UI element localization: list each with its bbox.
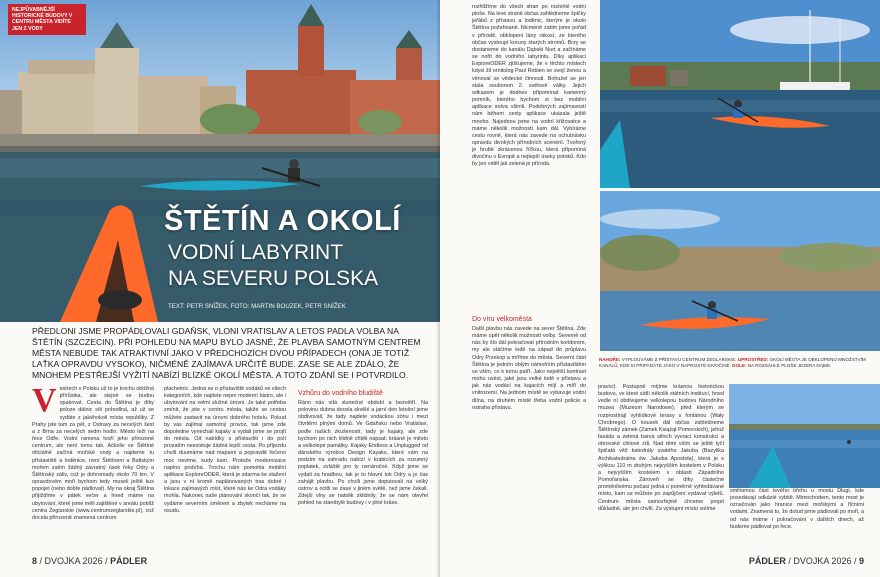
column-3b — [472, 312, 586, 412]
photo-lake-illustration — [729, 384, 880, 488]
subheading-bludiste: Vzhůru do vodního bludiště — [298, 390, 383, 397]
issue-left: DVOJKA 2026 — [44, 556, 103, 566]
lead-paragraph: PŘEDLONI JSME PROPÁDLOVALI GDAŇSK, VLONI VRATISLAV A LETOS PADLA VOLBA NA ŠTĚTÍN (SZCZECIN). PŘI POHLEDU NA MAPU BYLO JASNÉ, ŽE PLAVBA SAMOTNÝM CENTREM MĚSTA NEBUDE TAK ATRAKTIVNÍ JAKO V PŘEDCHOZÍCH DVOU PŘÍPADECH (ONA JE TOTIŽ LAŤKA OPRAVDU VYSOKO), NIČMÉNĚ ZAJÍMAVÁ URČITĚ BUDE. ZASE SE ALE ZDÁLO, ŽE MNOHEM PESTŘEJŠÍ VYŽITÍ NABÍZÍ BLÍZKÉ OKOLÍ MĚSTA. A TOTO ZDÁNÍ SE I POTVRDILO. — [32, 326, 421, 380]
page-number-right: 9 — [858, 556, 864, 566]
column-4-text: pravici). Postupně míjíme krásnou historickou budovu, ve které sídlí několik státních institucí, hned vedle ní obdivujeme velkolepou budovu Národního muzea (Muzeum Narodowe), před kterým se rozprostírají vyhlídkové terasy s fontánou (Wały Chrobrego). O kousek dál občas zahlédneme Štětínský zámek (Zamek Książąt Pomorskich), jehož fasáda a zelená barva střech vyvrací konstrukci a obrovské cihlové zdi. Nad těmi vším se ještě tyčí špičatá věž katedrály svatého Jakuba (Bazylika Archikatedralna św. Jakuba Apostoła), která je s výškou 110 m druhým nejvyšším kostelem v Polsku a nejvyšším kostelem v oblasti Západního Pomořanska. Zároveň se díky částečné proměnlivému počasí jedná o poměrně vyhledávané místo, kam se můžete po zapůjčení vydávat výletů. Centrum města samozřejmě chceme projet důkladně, ale jen chvíli. Za výstupní místo volíme — [598, 384, 724, 512]
column-5 — [730, 488, 864, 531]
column-2a-text: plachetnic. Jedná se o přístaviště vodáků ve všech kategoriích, kde najdete nejen moderní bistro, ale i ubytování na velmi slušné úrovni. Je také potřeba zmínit, že jste v centru města, takže se cestou můžete zastavit na úrovni dobrého hotelu. Pokud by vás zajímal samotný provoz, tak jsme zde dopoledne vynechali kajaky a vydali jsme se projít do města. Od nabídky s přístavišti i do polí prozatím neexistuje žádná lepší cesta. Po příjezdu chvíli duumáme nad mapami a popravdě řečeno moc nevíme, kudy kam. Protože modernizace naplno probíhá. Trochu nám pomohla mobilní aplikace ExploreODER, která je zdarma ke stažení a jsou v ní kromě naplánovaných tras dobré i lokace zajímavých míst, které nás ke Odra vodáky mohla. Nakonec naše plánování skončí tak, že se vydáme severním směrem a zbytek necháme na osudu. — [164, 386, 286, 514]
issue-right: DVOJKA 2026 — [793, 556, 852, 566]
photo-caption — [599, 357, 867, 369]
article-title: ŠTĚTÍN A OKOLÍ — [164, 205, 401, 237]
column-3a — [472, 4, 586, 169]
photo-channel — [600, 191, 880, 351]
caption-key-bottom: DOLE: — [732, 363, 747, 368]
column-3a-text: rozhlížíme do všech stran po rozlehlé vodní ploše. Na levé straně občas zahlédneme špičky jeřábů z přístavu a loděnic, kterým je okolo Štětína požehnaně. Nicméně zatím jsme pořád v přírodě, obklopeni lány rákosí, ze kterého občas vystoupí koruny starých stromů. Brzy se dostaneme do kanálu Dąbski Nurt a začínáme se nořit do vodního labyrintu. Díky aplikaci ExploreODER zjišťujeme, že v těchto místech kdysi žil ornitolog Paul Robien se svojí ženou a věnoval se vědecké činnosti. Bohužel se jen stala souborem 2. světové války. Jejich odkazem je dodnes připomínat kamenný pomník, kterého bychom si bez mobilní aplikace sotva všimli. Podobných zajímavostí nám během cesty aplikace ukázala ještě mnoho. Najednou jsme na vodní křižovatce a máme několik možností kam dál. Vybíráme cestu rovně, která nás zavede na ochutnávku opravdu divokých přírodních scenérií. Tvořený je hrubě zkrácenou říčkou, která připomíná divočinu v Evropě a nejlepší úseky potoků. Kdo by jen viděl jak zelená je příroda. — [472, 4, 586, 168]
subtitle-line-2: NA SEVERU POLSKA — [168, 267, 379, 290]
page-number-left: 8 — [32, 556, 38, 566]
photo-channel-illustration — [600, 191, 880, 351]
dropcap: V — [32, 382, 57, 419]
photo-credit: TEXT: PETR SNÍŽEK, FOTO: MARTIN BOUZEK, PETR SNÍŽEK — [168, 303, 346, 310]
hero-photo — [0, 0, 440, 322]
folio-right: PÁDLER / DVOJKA 2026 / 9 — [748, 556, 864, 566]
subtitle-line-1: VODNÍ LABYRINT — [168, 241, 344, 264]
article-subtitle — [168, 240, 378, 292]
column-2b — [298, 386, 428, 507]
magazine-name-right: PÁDLER — [748, 556, 786, 566]
caption-text-middle: OKOLÍ MĚSTA JE OBKLOPENO MNOŽSTVÍM KANÁLŮ, KDE SI PŘIPADÁTE JAKO V NAPROSTÉ DIVOČINĚ. — [599, 357, 866, 368]
column-3b-text: Další plavbu nás zavede na sever Štětína. Zde máme opět několik možností volby. Severně od nás by šlo dál pokračovat přírodním koridorem, my ale stáčíme lodě na západ do průplavu Odry Przekop a míříme do města. Severní část Štětína je jedním oblým námořním přístavištěm se vším, co k tomu patří. Jako největší kontrast mohu uvést, jaké jsou velké lodě v přístavu a jak nás vodáci na kajacích míjí a míří do vnitrozemí. Na jednom místě se vybavuje vodní dílna, na druhém místě třeba vodní policie a ostraha přístavu. — [472, 326, 586, 411]
photo-lake — [729, 384, 880, 488]
column-1 — [32, 382, 154, 522]
column-5-text: smilnenou část levého břehu u mostu Długi, kde posedávají odkázlé vybitě. Mimochodem, tento most je označován jako hranice mezi mořskými a říčními vodami. Znamená to, že dotud jsme pádlovali po moři, a od nás máme i pokračování v dalších dnech, až budeme pádlovat po řece. — [730, 488, 864, 530]
photo-harbor — [600, 0, 880, 188]
column-4 — [598, 384, 724, 513]
caption-text-bottom: NA ROZSÁHLÉ PLOŠE JEZERA DĄBIE. — [747, 363, 832, 368]
caption-text-top: VYPLOUVÁME Z PŘÍSTAVU CENTRUM ŻEGLARSKIE. — [621, 357, 737, 362]
column-2b-text: Ráno nás vítá slunečné období a bezvětří. Na polovinu dubna docela skvělé a jarní den letošní jsme obdivovali, že tady najdete vodáckou zónu i mezi čtvrtěmi plnými domů. Ve Gdaňsku nebo Vratislavi, podle našich zkušeností, tady je kajaky, ale zde bychom po nich klidně chtěli napsat: krásné je město a velkolepé památky. Kajaky Endless a Unplugged od dánského výrobce Design Kayaks, které vám na podzim na zahradu nabízí v krabicích za rozumný poplatek, zvláště pro ty nenáročné. Když jsme se vydali za hradbou, tak je to hlavní tok Odry a je čas zahájit plavbu. Po chvíli jsme doputovali na velký ostrov a ocitli se zase v jiném světě, než jsme čekali. Zdejší vlny se natolik zklidnily, že se nám otevřel pohled na starobylé budovy i v plné kráse. — [298, 400, 428, 507]
photo-harbor-illustration — [600, 0, 880, 188]
magazine-name-left: PÁDLER — [110, 556, 148, 566]
caption-key-top: NAHOŘE: — [599, 357, 621, 362]
caption-key-middle: UPROSTŘED: — [737, 357, 769, 362]
section-tag: NEJPŮVABNĚJŠÍ HISTORICKÉ BUDOVY V CENTRU MĚSTA VIDÍTE JEN Z VODY — [8, 4, 86, 35]
column-2a — [164, 386, 286, 515]
subheading-velkomesto: Do víru velkoměsta — [472, 316, 532, 323]
column-1-text: estrech v Polsku už to je trochu obtížná přírůstka, ale stejně se budou opakovat. Cesta do Štětína je díky poloze dálnic síti pohodlná, až už se vydáte z jakéhokoli místa republiky. Z Prahy jste tam za pět, z Ostravy za necelých šest a z Brna za necelých sedm hodin. Město leží na řece Odře. Vodní ramena tvoří jeho přirozené centrum, ale není tomu tak. Ačkoliv ve Štětíně oficiálně začíná mořské vody a najdeme tu přístaviště a loděnice, není Štětínem a Baltským mořem zatím žádný závratný úsek řeky Odry a Štětínský záliv, což je dohromady okolo 70 km. V opravdovém moři bychom tedy museli ještě kus popojet (nebo dobře pádlovat). My na okraj Štětína přijíždíme v pátek večer a hned máme na ubytování, které jsme měli zajištěné v areálu poblíž centra Żeglarskie (www.centrumzeglarskie.pl), což docela přirozeně znamená centrum — [32, 386, 154, 521]
folio-left: 8 / DVOJKA 2026 / PÁDLER — [32, 556, 148, 566]
